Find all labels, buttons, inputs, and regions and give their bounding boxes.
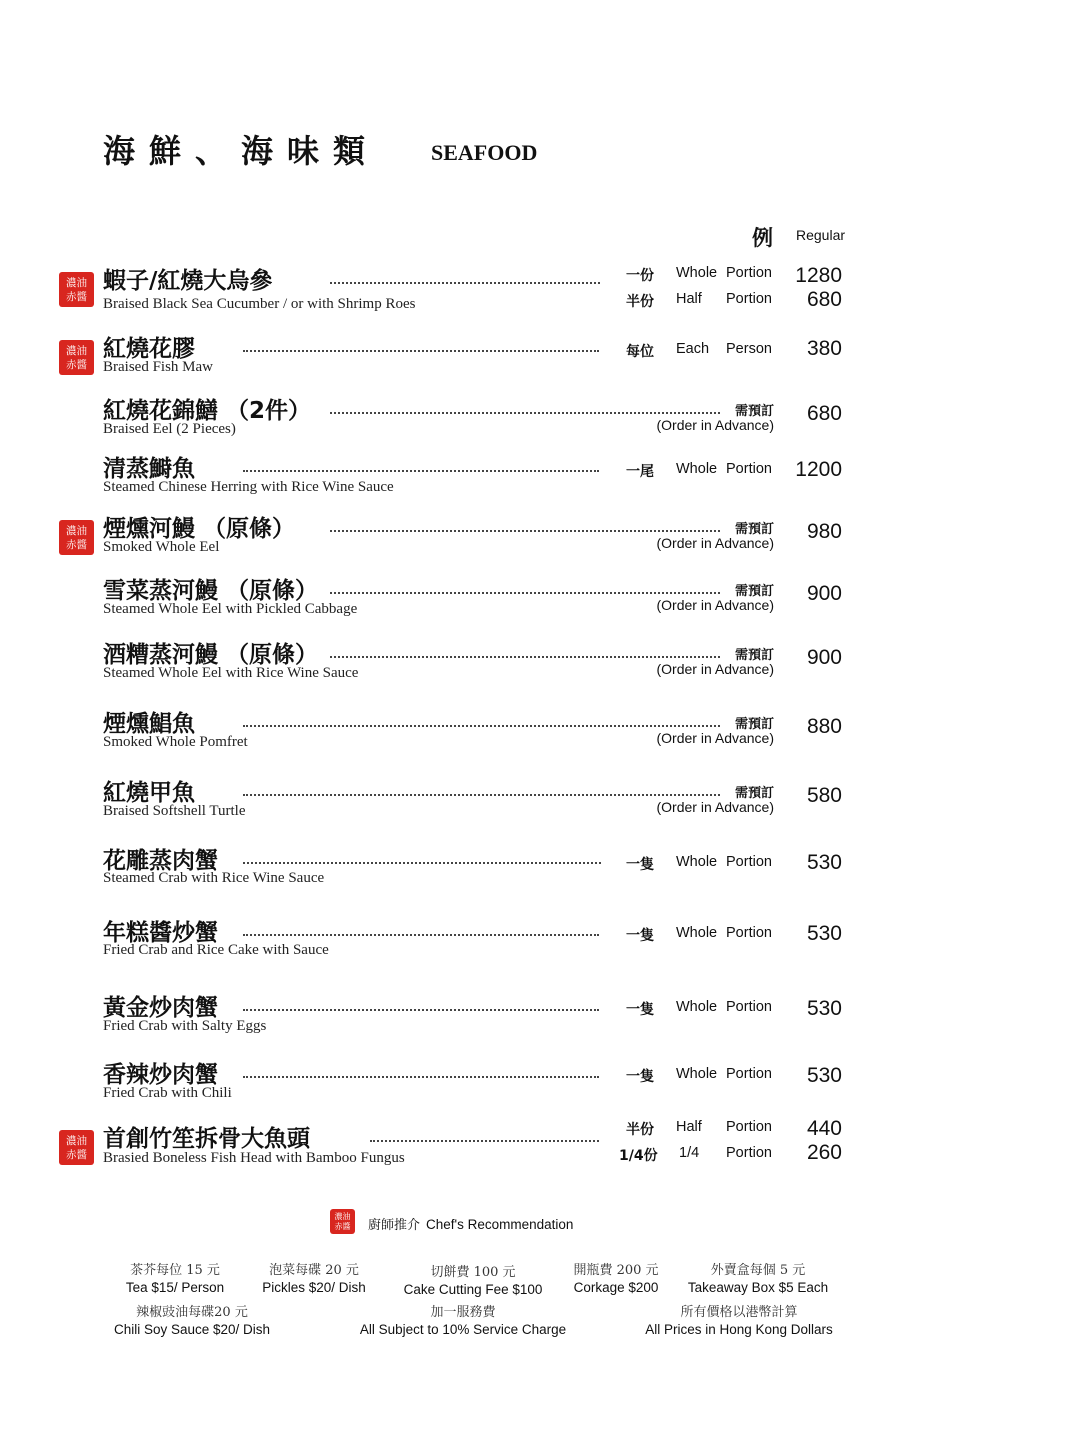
order-in-advance-chinese: 需預訂 [734,648,774,663]
leader-dots [243,934,599,936]
portion-chinese: 一隻 [626,1002,654,1018]
item-english-name: Fried Crab with Chili [103,1085,232,1101]
item-chinese-name: 紅燒花膠 [103,336,195,362]
order-in-advance-english: (Order in Advance) [656,730,774,746]
leader-dots [243,862,601,864]
chef-recommendation-badge: 濃油 赤醬 [59,340,94,375]
item-chinese-name: 紅燒花錦鱔 （2件） [103,398,312,424]
item-price: 530 [806,851,842,874]
portion-size: Whole [676,265,718,281]
portion-chinese: 一尾 [626,464,654,480]
note-takeaway-box: 外賣盒每個 5 元 Takeaway Box $5 Each [687,1263,829,1295]
note-service-charge: 加一服務費 All Subject to 10% Service Charge [359,1305,567,1337]
portion-unit: Portion [726,1066,772,1082]
legend-label: 廚師推介 Chef's Recommendation [368,1217,574,1233]
item-price: 530 [806,1064,842,1087]
leader-dots [243,1076,599,1078]
order-in-advance-chinese: 需預訂 [734,404,774,419]
item-english-name: Brasied Boneless Fish Head with Bamboo Fungus [103,1150,405,1166]
order-in-advance-chinese: 需預訂 [734,786,774,801]
item-english-name: Braised Eel (2 Pieces) [103,421,236,437]
price-column-header-english: Regular [796,227,846,243]
portion-chinese: 半份 [626,294,654,310]
portion-unit: Portion [726,999,772,1015]
portion-unit: Portion [726,854,772,870]
item-english-name: Steamed Whole Eel with Rice Wine Sauce [103,665,359,681]
item-price: 530 [806,997,842,1020]
item-chinese-name: 香辣炒肉蟹 [103,1062,218,1088]
portion-size: 1/4 [679,1145,700,1161]
item-english-name: Fried Crab with Salty Eggs [103,1018,267,1034]
portion-chinese: 一隻 [626,1069,654,1085]
item-price: 880 [806,715,842,738]
note-tea: 茶芥每位 15 元 Tea $15/ Person [125,1263,225,1295]
item-chinese-name: 紅燒甲魚 [103,780,195,806]
leader-dots [330,530,720,532]
item-price: 260 [806,1141,842,1164]
portion-unit: Portion [726,291,772,307]
order-in-advance-chinese: 需預訂 [734,584,774,599]
chef-recommendation-badge: 濃油 赤醬 [59,520,94,555]
portion-chinese: 一份 [626,268,654,284]
item-english-name: Steamed Crab with Rice Wine Sauce [103,870,325,886]
item-price: 530 [806,922,842,945]
chef-recommendation-badge: 濃油 赤醬 [59,1130,94,1165]
item-price: 900 [806,646,842,669]
item-chinese-name: 黃金炒肉蟹 [103,995,218,1021]
leader-dots [330,282,600,284]
item-price: 680 [806,402,842,425]
item-chinese-name: 花雕蒸肉蟹 [103,848,218,874]
item-price: 440 [806,1117,842,1140]
item-chinese-name: 煙燻河鰻 （原條） [103,516,296,542]
leader-dots [243,794,720,796]
leader-dots [330,656,720,658]
leader-dots [243,1009,599,1011]
note-cake-cutting: 切餅費 100 元 Cake Cutting Fee $100 [403,1265,543,1297]
item-english-name: Smoked Whole Pomfret [103,734,248,750]
portion-size: Whole [676,925,718,941]
note-chili-soy-sauce: 辣椒豉油每碟20 元 Chili Soy Sauce $20/ Dish [113,1305,271,1337]
portion-unit: Portion [726,1145,772,1161]
item-english-name: Fried Crab and Rice Cake with Sauce [103,942,329,958]
page-title-english: SEAFOOD [431,140,538,165]
item-price: 980 [806,520,842,543]
order-in-advance-english: (Order in Advance) [656,597,774,613]
portion-unit: Portion [726,461,772,477]
item-chinese-name: 首創竹笙拆骨大魚頭 [103,1126,310,1152]
item-price: 680 [806,288,842,311]
portion-unit: Person [726,341,772,357]
order-in-advance-english: (Order in Advance) [656,417,774,433]
portion-unit: Portion [726,925,772,941]
item-chinese-name: 年糕醬炒蟹 [103,920,218,946]
item-english-name: Steamed Chinese Herring with Rice Wine Sauce [103,479,394,495]
portion-size: Half [676,291,702,307]
item-price: 1200 [795,458,842,481]
portion-unit: Portion [726,265,772,281]
leader-dots [330,592,720,594]
leader-dots [243,350,599,352]
leader-dots [330,412,720,414]
leader-dots [243,470,599,472]
item-chinese-name: 酒糟蒸河鰻 （原條） [103,642,319,668]
item-price: 380 [806,337,842,360]
portion-size: Whole [676,1066,718,1082]
leader-dots [370,1140,599,1142]
leader-dots [243,725,720,727]
item-chinese-name: 蝦子/紅燒大烏參 [103,268,273,294]
item-english-name: Braised Fish Maw [103,359,213,375]
portion-size: Whole [676,854,718,870]
portion-size: Each [676,341,710,357]
item-english-name: Smoked Whole Eel [103,539,220,555]
item-english-name: Braised Black Sea Cucumber / or with Shrimp Roes [103,296,416,312]
note-currency: 所有價格以港幣計算 All Prices in Hong Kong Dollars [645,1305,833,1337]
chef-recommendation-badge: 濃油 赤醬 [59,272,94,307]
item-english-name: Braised Softshell Turtle [103,803,246,819]
order-in-advance-english: (Order in Advance) [656,799,774,815]
portion-size: Whole [676,999,718,1015]
portion-chinese: 1/4份 [619,1148,658,1164]
order-in-advance-chinese: 需預訂 [734,717,774,732]
page-title-chinese: 海鮮、海味類 [103,132,380,170]
portion-chinese: 一隻 [626,928,654,944]
order-in-advance-chinese: 需預訂 [734,522,774,537]
item-price: 580 [806,784,842,807]
order-in-advance-english: (Order in Advance) [656,661,774,677]
portion-chinese: 半份 [626,1122,654,1138]
price-column-header-chinese: 例 [752,226,773,250]
item-chinese-name: 清蒸鰣魚 [103,456,195,482]
portion-chinese: 每位 [626,344,654,360]
portion-chinese: 一隻 [626,857,654,873]
chef-recommendation-badge: 濃油 赤醬 [330,1209,355,1234]
note-corkage: 開瓶費 200 元 Corkage $200 [573,1263,659,1295]
item-chinese-name: 煙燻鯧魚 [103,711,195,737]
item-price: 1280 [795,264,842,287]
note-pickles: 泡菜每碟 20 元 Pickles $20/ Dish [262,1263,366,1295]
item-price: 900 [806,582,842,605]
portion-size: Half [676,1119,702,1135]
item-english-name: Steamed Whole Eel with Pickled Cabbage [103,601,358,617]
portion-size: Whole [676,461,718,477]
portion-unit: Portion [726,1119,772,1135]
order-in-advance-english: (Order in Advance) [656,535,774,551]
item-chinese-name: 雪菜蒸河鰻 （原條） [103,578,319,604]
